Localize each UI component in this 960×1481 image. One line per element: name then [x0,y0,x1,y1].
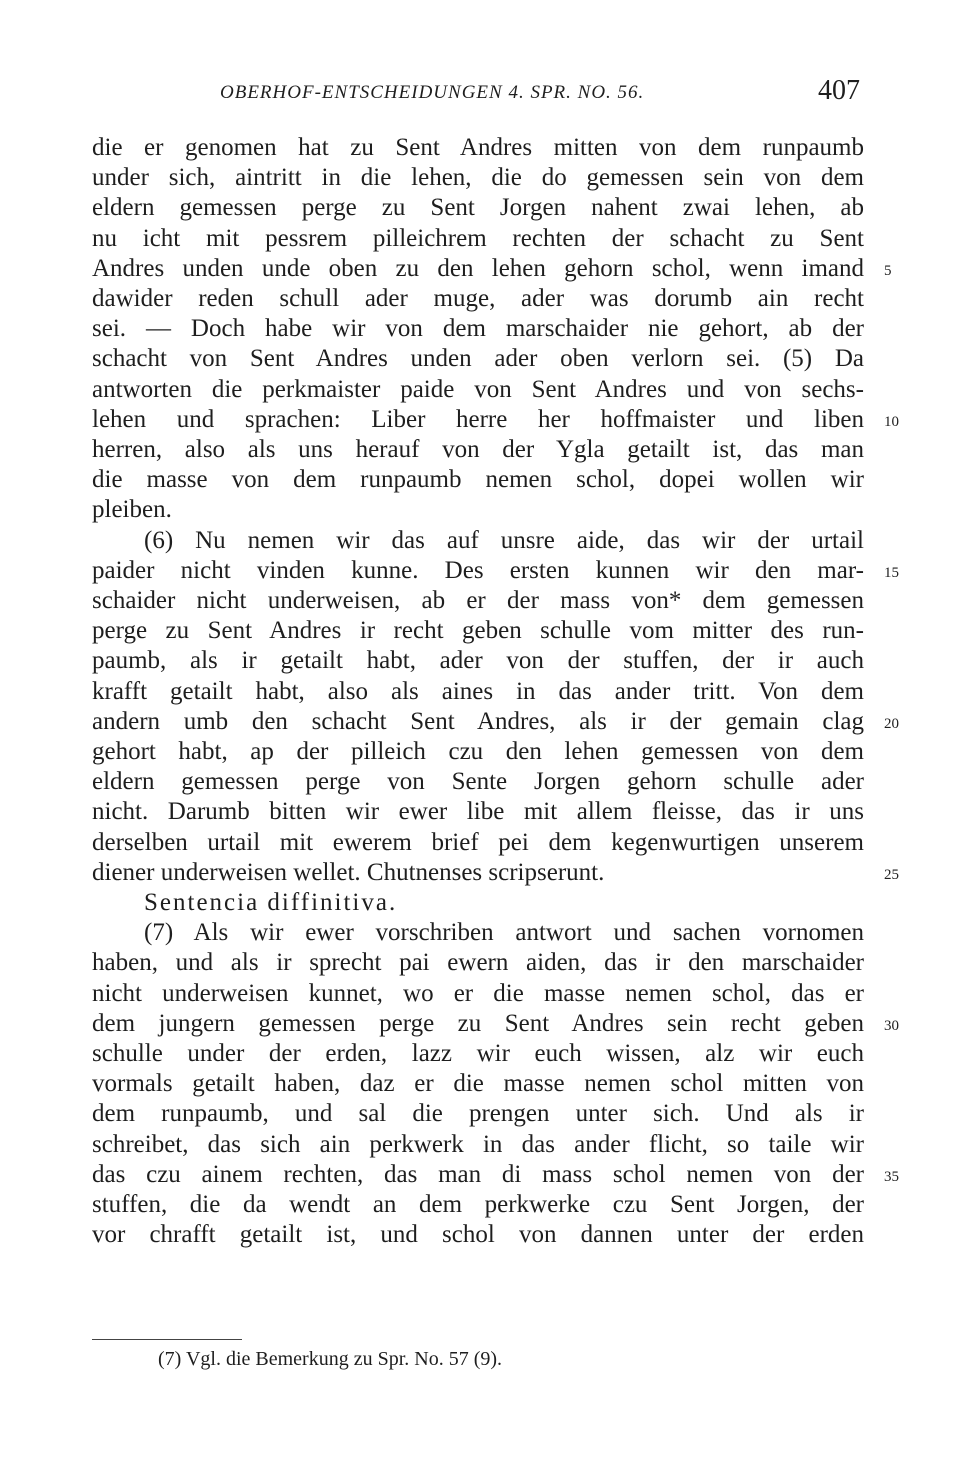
line-number: 25 [884,867,899,883]
text-line: derselben urtail mit ewerem brief pei dem kegenwurtigen unserem [92,829,864,856]
text-line: nu icht mit pessrem pilleichrem rechten der schacht zu Sent [92,225,864,252]
text-line: nicht. Darumb bitten wir ewer libe mit allem fleisse, das ir uns [92,798,864,825]
text-line: das czu ainem rechten, das man di mass schol nemen von der [92,1161,864,1188]
line-number: 30 [884,1018,899,1034]
line-number: 20 [884,716,899,732]
text-line: perge zu Sent Andres ir recht geben schulle vom mitter des run- [92,617,864,644]
page-number: 407 [818,75,860,106]
line-number: 5 [884,263,892,279]
text-line: vor chrafft getailt ist, und schol von dannen unter der erden [92,1221,864,1248]
text-line: dem runpaumb, und sal die prengen unter sich. Und als ir [92,1100,864,1127]
text-line: lehen und sprachen: Liber herre her hoffmaister und liben [92,406,864,433]
text-line: dawider reden schull ader muge, ader was dorumb ain recht [92,285,864,312]
text-line: herren, also als uns herauf von der Ygla getailt ist, das man [92,436,864,463]
running-head: OBERHOF-ENTSCHEIDUNGEN 4. SPR. NO. 56. [220,82,645,103]
text-line: die er genomen hat zu Sent Andres mitten von dem runpaumb [92,134,864,161]
text-line: diener underweisen wellet. Chutnenses scripserunt. [92,859,605,886]
text-line: nicht underweisen kunnet, wo er die masse nemen schol, das er [92,980,864,1007]
text-line: dem jungern gemessen perge zu Sent Andres sein recht geben [92,1010,864,1037]
text-line: schaider nicht underweisen, ab er der mass von* dem gemessen [92,587,864,614]
text-line: die masse von dem runpaumb nemen schol, dopei wollen wir [92,466,864,493]
line-number: 15 [884,565,899,581]
text-line: andern umb den schacht Sent Andres, als ir der gemain clag [92,708,864,735]
section-heading: Sentencia diffinitiva. [144,889,398,916]
text-line: pleiben. [92,496,172,523]
text-line: gehort habt, ap der pilleich czu den lehen gemessen von dem [92,738,864,765]
text-line: antworten die perkmaister paide von Sent Andres und von sechs- [92,376,864,403]
text-line: haben, und als ir sprecht pai ewern aiden, das ir den marschaider [92,949,864,976]
text-line: vormals getailt haben, daz er die masse nemen schol mitten von [92,1070,864,1097]
text-line: schacht von Sent Andres unden ader oben verlorn sei. (5) Da [92,345,864,372]
line-number: 35 [884,1169,899,1185]
text-line: eldern gemessen perge zu Sent Jorgen nahent zwai lehen, ab [92,194,864,221]
text-line: schreibet, das sich ain perkwerk in das ander flicht, so taile wir [92,1131,864,1158]
text-line: eldern gemessen perge von Sente Jorgen gehorn schulle ader [92,768,864,795]
footnote-divider [92,1339,242,1340]
text-line: (7) Als wir ewer vorschriben antwort und sachen vornomen [144,919,864,946]
text-line: under sich, aintritt in die lehen, die do gemessen sein von dem [92,164,864,191]
text-line: (6) Nu nemen wir das auf unsre aide, das wir der urtail [144,527,864,554]
text-line: sei. — Doch habe wir von dem marschaider nie gehort, ab der [92,315,864,342]
text-line: paider nicht vinden kunne. Des ersten kunnen wir den mar- [92,557,864,584]
text-line: schulle under der erden, lazz wir euch wissen, alz wir euch [92,1040,864,1067]
text-line: paumb, als ir getailt habt, ader von der stuffen, der ir auch [92,647,864,674]
footnote: (7) Vgl. die Bemerkung zu Spr. No. 57 (9). [158,1348,503,1370]
text-line: stuffen, die da wendt an dem perkwerke czu Sent Jorgen, der [92,1191,864,1218]
text-line: krafft getailt habt, also als aines in das ander tritt. Von dem [92,678,864,705]
line-number: 10 [884,414,899,430]
text-line: Andres unden unde oben zu den lehen gehorn schol, wenn imand [92,255,864,282]
